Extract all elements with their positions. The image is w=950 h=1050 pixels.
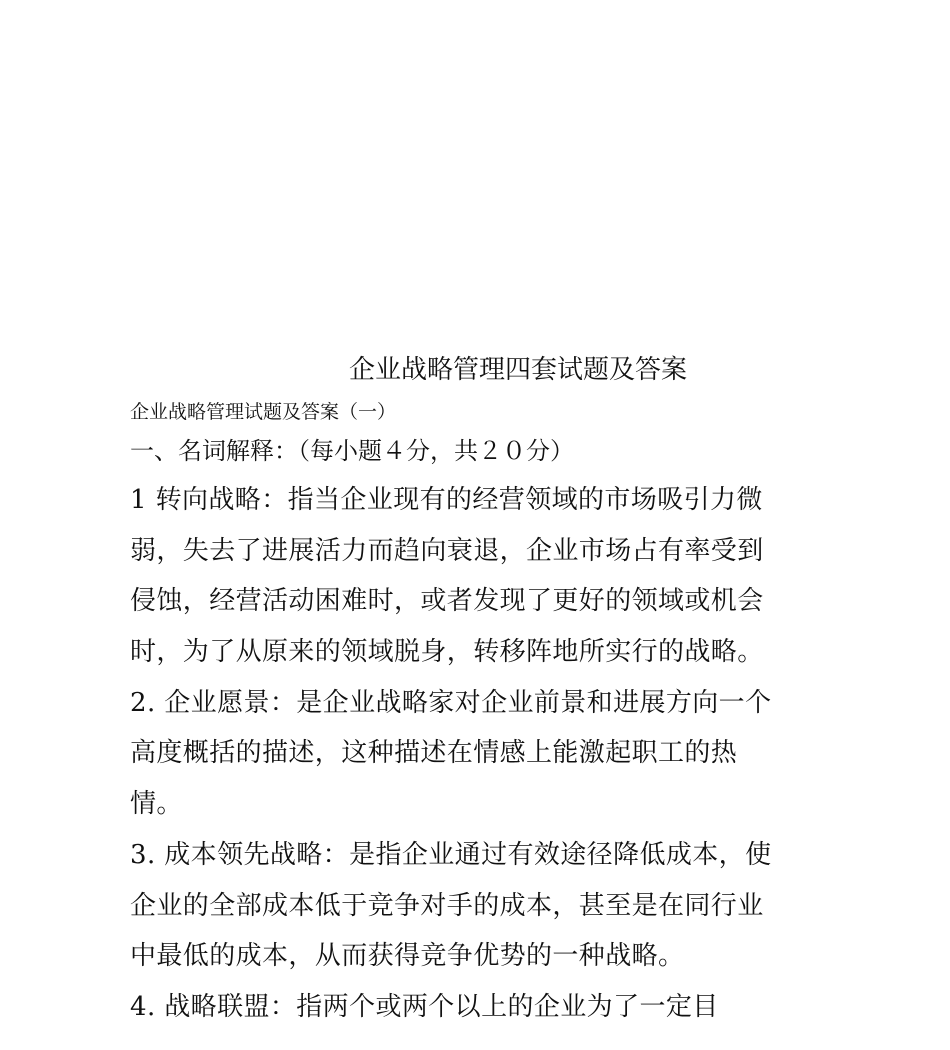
text-line: 企业的全部成本低于竞争对手的成本，甚至是在同行业	[130, 890, 764, 921]
paragraph-turnaround-strategy	[130, 475, 830, 678]
text-line: 情。	[130, 789, 183, 820]
text-line: 4. 战略联盟：指两个或两个以上的企业为了一定目	[130, 991, 719, 1022]
paragraph-cost-leadership	[130, 830, 830, 982]
text-line: 高度概括的描述，这种描述在情感上能激起职工的热	[130, 738, 738, 769]
text-line: 中最低的成本，从而获得竞争优势的一种战略。	[130, 941, 685, 972]
text-line: 2. 企业愿景：是企业战略家对企业前景和进展方向一个	[130, 687, 772, 718]
text-line: 弱，失去了进展活力而趋向衰退，企业市场占有率受到	[130, 535, 764, 566]
text-line: 时，为了从原来的领域脱身，转移阵地所实行的战略。	[130, 637, 764, 668]
text-line: 3. 成本领先战略：是指企业通过有效途径降低成本，使	[130, 839, 772, 870]
text-line: 1 转向战略：指当企业现有的经营领域的市场吸引力微	[130, 485, 763, 515]
document-body	[130, 475, 830, 1033]
document-title: 企业战略管理四套试题及答案	[349, 355, 688, 385]
section-heading: 一、名词解释：（每小题４分，共２０分）	[130, 437, 574, 465]
paragraph-strategic-alliance	[130, 982, 830, 1033]
paragraph-corporate-vision	[130, 678, 830, 830]
text-line: 侵蚀，经营活动困难时，或者发现了更好的领域或机会	[130, 586, 764, 617]
document-subtitle: 企业战略管理试题及答案（一）	[130, 401, 397, 423]
